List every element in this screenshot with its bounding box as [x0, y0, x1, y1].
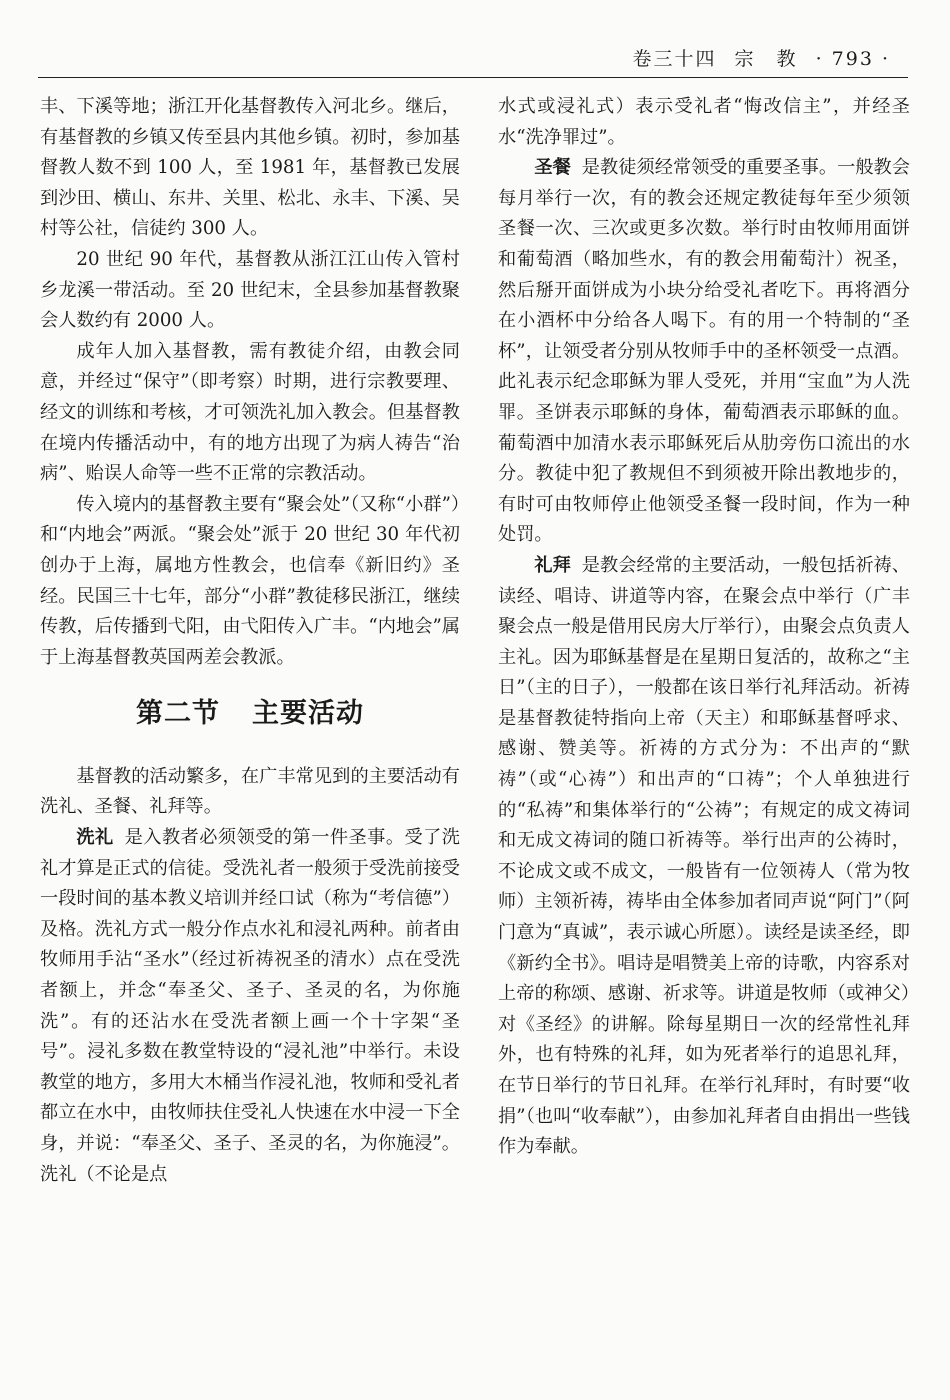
paragraph-baptism — [40, 823, 460, 1190]
term-worship: 礼拜 — [534, 554, 571, 576]
page-number: · 793 · — [815, 48, 890, 70]
paragraph-text: 是教徒须经常领受的重要圣事。一般教会每月举行一次，有的教会还规定教徒每年至少须领圣餐一次、三次或更多次数。举行时由牧师用面饼和葡萄酒（略加些水，有的教会用葡萄汁）祝圣，然后掰开面饼成为小块分给受礼者吃下。再将酒分在小酒杯中分给各人喝下。有的用一个特制的“圣杯”，让领受者分别从牧师手中的圣杯领受一点酒。此礼表示纪念耶稣为罪人受死，并用“宝血”为人洗罪。圣饼表示耶稣的身体，葡萄酒表示耶稣的血。葡萄酒中加清水表示耶稣死后从肋旁伤口流出的水分。教徒中犯了教规但不到须被开除出教地步的，有时可由牧师停止他领受圣餐一段时间，作为一种处罚。 — [498, 157, 910, 546]
header-rule — [38, 77, 908, 78]
header-topic: 宗 教 — [734, 48, 798, 70]
section-heading — [40, 699, 460, 730]
paragraph-communion — [498, 153, 910, 551]
paragraph: 丰、下溪等地；浙江开化基督教传入河北乡。继后，有基督教的乡镇又传至县内其他乡镇。初时，参加基督教人数不到 100 人，至 1981 年，基督教已发展到沙田、横山、东井、关里、松北、永丰、下溪、吴村等公社，信徒约 300 人。 — [40, 96, 460, 240]
paragraph-worship — [498, 551, 910, 1163]
right-column — [498, 92, 910, 1163]
left-column — [40, 92, 460, 1190]
term-communion: 圣餐 — [534, 157, 571, 179]
paragraph-text: 是教会经常的主要活动，一般包括祈祷、读经、唱诗、讲道等内容，在聚会点中举行（广丰聚会点一般是借用民房大厅举行），由聚会点负责人主礼。因为耶稣基督是在星期日复活的，故称之“主日”（主的日子），一般都在该日举行礼拜活动。祈祷是基督教徒特指向上帝（天主）和耶稣基督呼求、感谢、赞美等。祈祷的方式分为：不出声的“默祷”（或“心祷”）和出声的“口祷”；个人单独进行的“私祷”和集体举行的“公祷”；有规定的成文祷词和无成文祷词的随口祈祷等。举行出声的公祷时，不论成文或不成文，一般皆有一位领祷人（常为牧师）主领祈祷，祷毕由全体参加者同声说“阿门”（阿门意为“真诚”，表示诚心所愿）。读经是读圣经，即《新约全书》。唱诗是唱赞美上帝的诗歌，内容系对上帝的称颂、感谢、祈求等。讲道是牧师（或神父）对《圣经》的讲解。除每星期日一次的经常性礼拜外，也有特殊的礼拜，如为死者举行的追思礼拜，在节日举行的节日礼拜。在举行礼拜时，有时要“收捐”（也叫“收奉献”），由参加礼拜者自由捐出一些钱作为奉献。 — [498, 554, 910, 1158]
section-name: 主要活动 — [252, 698, 364, 730]
paragraph: 传入境内的基督教主要有“聚会处”（又称“小群”）和“内地会”两派。“聚会处”派于 20 世纪 30 年代初创办于上海，属地方性教会，也信奉《新旧约》圣经。民国三十七年，部分“小群”教徒移民浙江，继续传教，后传播到弋阳，由弋阳传入广丰。“内地会”属于上海基督教英国两差会教派。 — [40, 493, 460, 668]
paragraph: 成年人加入基督教，需有教徒介绍，由教会同意，并经过“保守”（即考察）时期，进行宗教要理、经文的训练和考核，才可领洗礼加入教会。但基督教在境内传播活动中，有的地方出现了为病人祷告“治病”、贻误人命等一些不正常的宗教活动。 — [40, 340, 460, 485]
header-volume: 卷三十四 — [632, 48, 717, 70]
paragraph: 基督教的活动繁多，在广丰常见到的主要活动有洗礼、圣餐、礼拜等。 — [40, 765, 460, 818]
term-baptism: 洗礼 — [76, 827, 114, 849]
paragraph: 20 世纪 90 年代，基督教从浙江江山传入管村乡龙溪一带活动。至 20 世纪末，全县参加基督教聚会人数约有 2000 人。 — [40, 248, 460, 332]
paragraph: 水式或浸礼式）表示受礼者“悔改信主”，并经圣水“洗净罪过”。 — [498, 96, 910, 148]
section-number: 第二节 — [136, 698, 220, 730]
running-header — [622, 44, 890, 71]
paragraph-text: 是入教者必须领受的第一件圣事。受了洗礼才算是正式的信徒。受洗礼者一般须于受洗前接受一段时间的基本教义培训并经口试（称为“考信德”）及格。洗礼方式一般分作点水礼和浸礼两种。前者由牧师用手沾“圣水”（经过祈祷祝圣的清水）点在受洗者额上，并念“奉圣父、圣子、圣灵的名，为你施洗”。有的还沾水在受洗者额上画一个十字架“圣号”。浸礼多数在教堂特设的“浸礼池”中举行。未设教堂的地方，多用大木桶当作浸礼池，牧师和受礼者都立在水中，由牧师扶住受礼人快速在水中浸一下全身，并说：“奉圣父、圣子、圣灵的名，为你施浸”。洗礼（不论是点 — [40, 827, 460, 1185]
